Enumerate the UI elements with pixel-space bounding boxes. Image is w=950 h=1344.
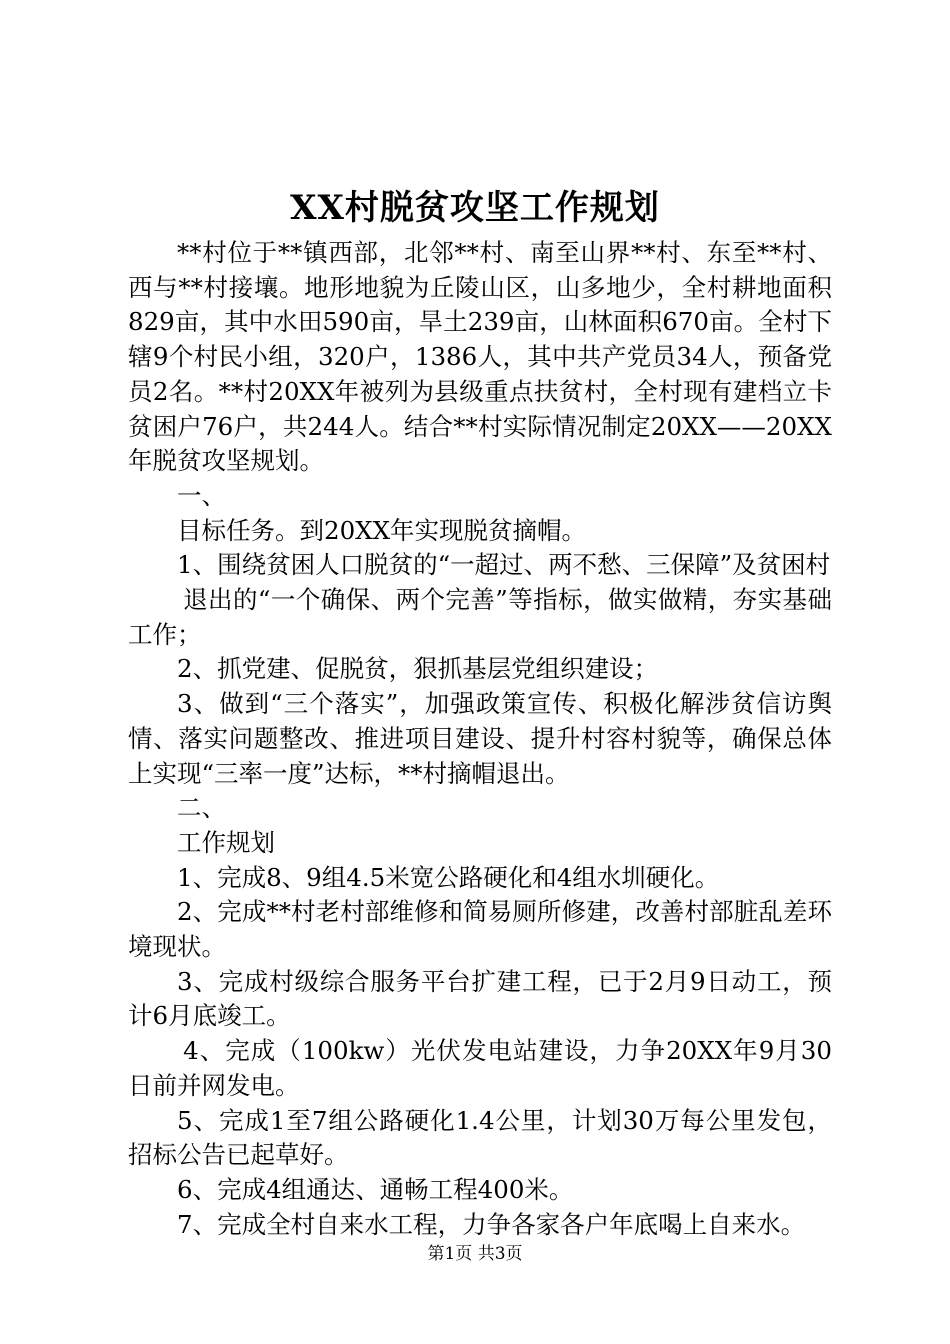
- section-heading-plan: 工作规划: [177, 827, 275, 857]
- section-heading-goals: 目标任务。到20XX年实现脱贫摘帽。: [177, 515, 587, 545]
- plan-item-2: 2、完成**村老村部维修和简易厕所修建，改善村部脏乱差环境现状。: [128, 897, 832, 962]
- document-title: XX村脱贫攻坚工作规划: [290, 188, 660, 228]
- plan-item-1: 1、完成8、9组4.5米宽公路硬化和4组水圳硬化。: [177, 862, 720, 892]
- section-number-2: 二、: [177, 793, 226, 823]
- goal-item-2: 2、抓党建、促脱贫，狠抓基层党组织建设；: [177, 654, 659, 684]
- paragraph-intro: **村位于**镇西部，北邻**村、南至山界**村、东至**村、西与**村接壤。地形地貌为丘陵山区，山多地少，全村耕地面积829亩，其中水田590亩，旱土239亩，山林面积670亩。全村下辖9个村民小组，320户，1386人，其中共产党员34人，预备党员2名。**村20XX年被列为县级重点扶贫村，全村现有建档立卡贫困户76户，共244人。结合**村实际情况制定20XX——20XX年脱贫攻坚规划。: [128, 238, 832, 476]
- page-footer: 第1页 共3页: [427, 1244, 523, 1264]
- goal-item-1-continued: 退出的“一个确保、两个完善”等指标，做实做精，夯实基础工作；: [128, 585, 832, 649]
- document-body: [128, 236, 832, 1242]
- goal-item-1: 1、围绕贫困人口脱贫的“一超过、两不愁、三保障”及贫困村: [177, 550, 831, 580]
- plan-item-3: 3、完成村级综合服务平台扩建工程，已于2月9日动工，预计6月底竣工。: [128, 966, 832, 1031]
- section-number-1: 一、: [177, 480, 226, 510]
- plan-item-5: 5、完成1至7组公路硬化1.4公里，计划30万每公里发包，招标公告已起草好。: [128, 1105, 832, 1170]
- plan-item-7: 7、完成全村自来水工程，力争各家各户年底喝上自来水。: [177, 1209, 806, 1239]
- goal-item-3: 3、做到“三个落实”，加强政策宣传、积极化解涉贫信访舆情、落实问题整改、推进项目建设、提升村容村貌等，确保总体上实现“三率一度”达标，**村摘帽退出。: [128, 689, 832, 788]
- plan-item-4: 4、完成（100kw）光伏发电站建设，力争20XX年9月30日前并网发电。: [128, 1036, 832, 1100]
- plan-item-6: 6、完成4组通达、通畅工程400米。: [177, 1174, 574, 1204]
